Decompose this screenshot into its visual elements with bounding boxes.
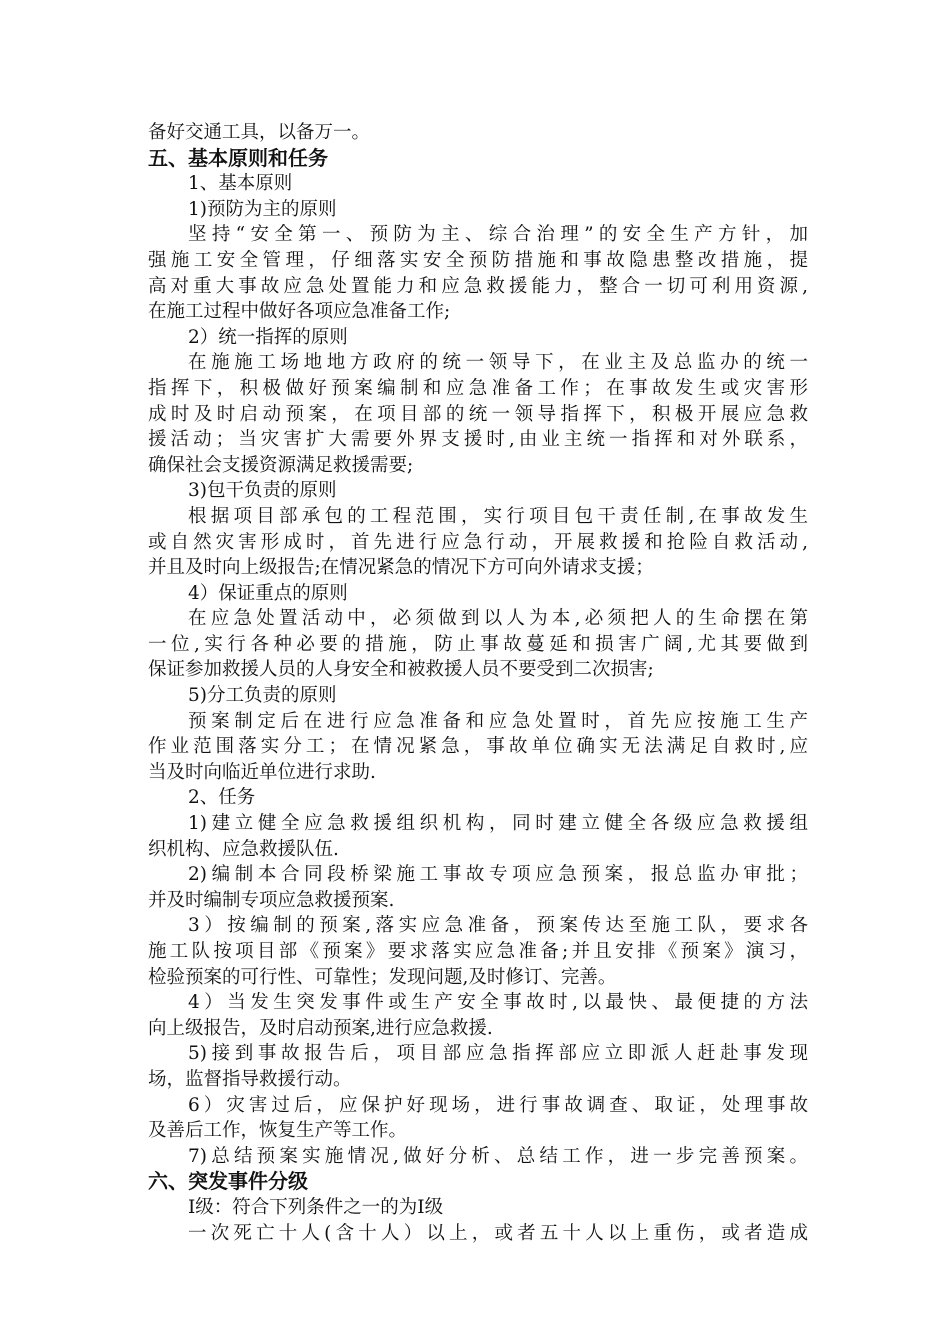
text-line: 织机构、应急救援队伍. <box>148 838 339 860</box>
text-line: 当及时向临近单位进行求助. <box>148 761 376 783</box>
text-line: 一次死亡十人(含十人）以上，或者五十人以上重伤，或者造成 <box>188 1222 808 1244</box>
text-line: 及善后工作，恢复生产等工作。 <box>148 1120 408 1142</box>
document-body <box>148 120 808 1246</box>
text-line: 保证参加救援人员的人身安全和被救援人员不要受到二次损害; <box>148 659 654 681</box>
text-line: 坚持“安全第一、预防为主、综合治理”的安全生产方针，加 <box>188 224 808 246</box>
text-line: 1)建立健全应急救援组织机构，同时建立健全各级应急救援组 <box>188 813 808 835</box>
text-line: 4）当发生突发事件或生产安全事故时,以最快、最便捷的方法 <box>188 992 808 1014</box>
text-line: 备好交通工具，以备万一。 <box>148 122 371 143</box>
text-line: 强施工安全管理，仔细落实安全预防措施和事故隐患整改措施，提 <box>148 249 808 271</box>
text-line: 检验预案的可行性、可靠性；发现问题,及时修订、完善。 <box>148 966 617 988</box>
text-line: 7)总结预案实施情况,做好分析、总结工作，进一步完善预案。 <box>188 1145 808 1167</box>
text-line: 向上级报告，及时启动预案,进行应急救援. <box>148 1017 493 1039</box>
text-line: 预案制定后在进行应急准备和应急处置时，首先应按施工生产 <box>188 710 808 732</box>
text-line: 2）统一指挥的原则 <box>188 326 348 348</box>
text-line: 援活动；当灾害扩大需要外界支援时,由业主统一指挥和对外联系， <box>148 429 808 451</box>
text-line: 作业范围落实分工；在情况紧急，事故单位确实无法满足自救时,应 <box>148 736 808 758</box>
text-line: 一位,实行各种必要的措施，防止事故蔓延和损害广阔,尤其要做到 <box>148 633 808 655</box>
text-line: 并且及时向上级报告;在情况紧急的情况下方可向外请求支援； <box>148 557 654 579</box>
text-line: 1、基本原则 <box>188 173 293 195</box>
text-line: Ⅰ级：符合下列条件之一的为Ⅰ级 <box>188 1196 444 1218</box>
text-line: 场，监督指导救援行动。 <box>148 1068 352 1090</box>
text-line: 在施施工场地地方政府的统一领导下，在业主及总监办的统一 <box>188 352 808 374</box>
text-line: 施工队按项目部《预案》要求落实应急准备;并且安排《预案》演习， <box>148 941 808 962</box>
text-line: 根据项目部承包的工程范围，实行项目包干责任制,在事故发生 <box>188 505 808 527</box>
section-heading: 六、突发事件分级 <box>148 1169 308 1194</box>
text-line: 4）保证重点的原则 <box>188 582 348 604</box>
text-line: 在施工过程中做好各项应急准备工作; <box>148 301 451 323</box>
text-line: 并及时编制专项应急救援预案. <box>148 889 395 911</box>
text-line: 6）灾害过后，应保护好现场，进行事故调查、取证，处理事故 <box>188 1094 808 1116</box>
text-line: 2、任务 <box>188 787 256 809</box>
text-line: 1)预防为主的原则 <box>188 198 337 220</box>
text-line: 3）按编制的预案,落实应急准备，预案传达至施工队，要求各 <box>188 915 808 937</box>
text-line: 2)编制本合同段桥梁施工事故专项应急预案，报总监办审批； <box>188 864 808 886</box>
text-line: 5)接到事故报告后，项目部应急指挥部应立即派人赶赴事发现 <box>188 1043 808 1065</box>
text-line: 成时及时启动预案，在项目部的统一领导指挥下，积极开展应急救 <box>148 403 808 425</box>
text-line: 或自然灾害形成时，首先进行应急行动，开展救援和抢险自救活动, <box>148 531 808 553</box>
text-line: 确保社会支援资源满足救援需要; <box>148 454 414 476</box>
text-line: 在应急处置活动中，必须做到以人为本,必须把人的生命摆在第 <box>188 608 808 630</box>
section-heading: 五、基本原则和任务 <box>148 145 328 170</box>
text-line: 高对重大事故应急处置能力和应急救援能力，整合一切可利用资源, <box>148 275 808 297</box>
text-line: 3)包干负责的原则 <box>188 480 337 502</box>
text-line: 指挥下，积极做好预案编制和应急准备工作；在事故发生或灾害形 <box>148 377 808 399</box>
text-line: 5)分工负责的原则 <box>188 685 337 707</box>
